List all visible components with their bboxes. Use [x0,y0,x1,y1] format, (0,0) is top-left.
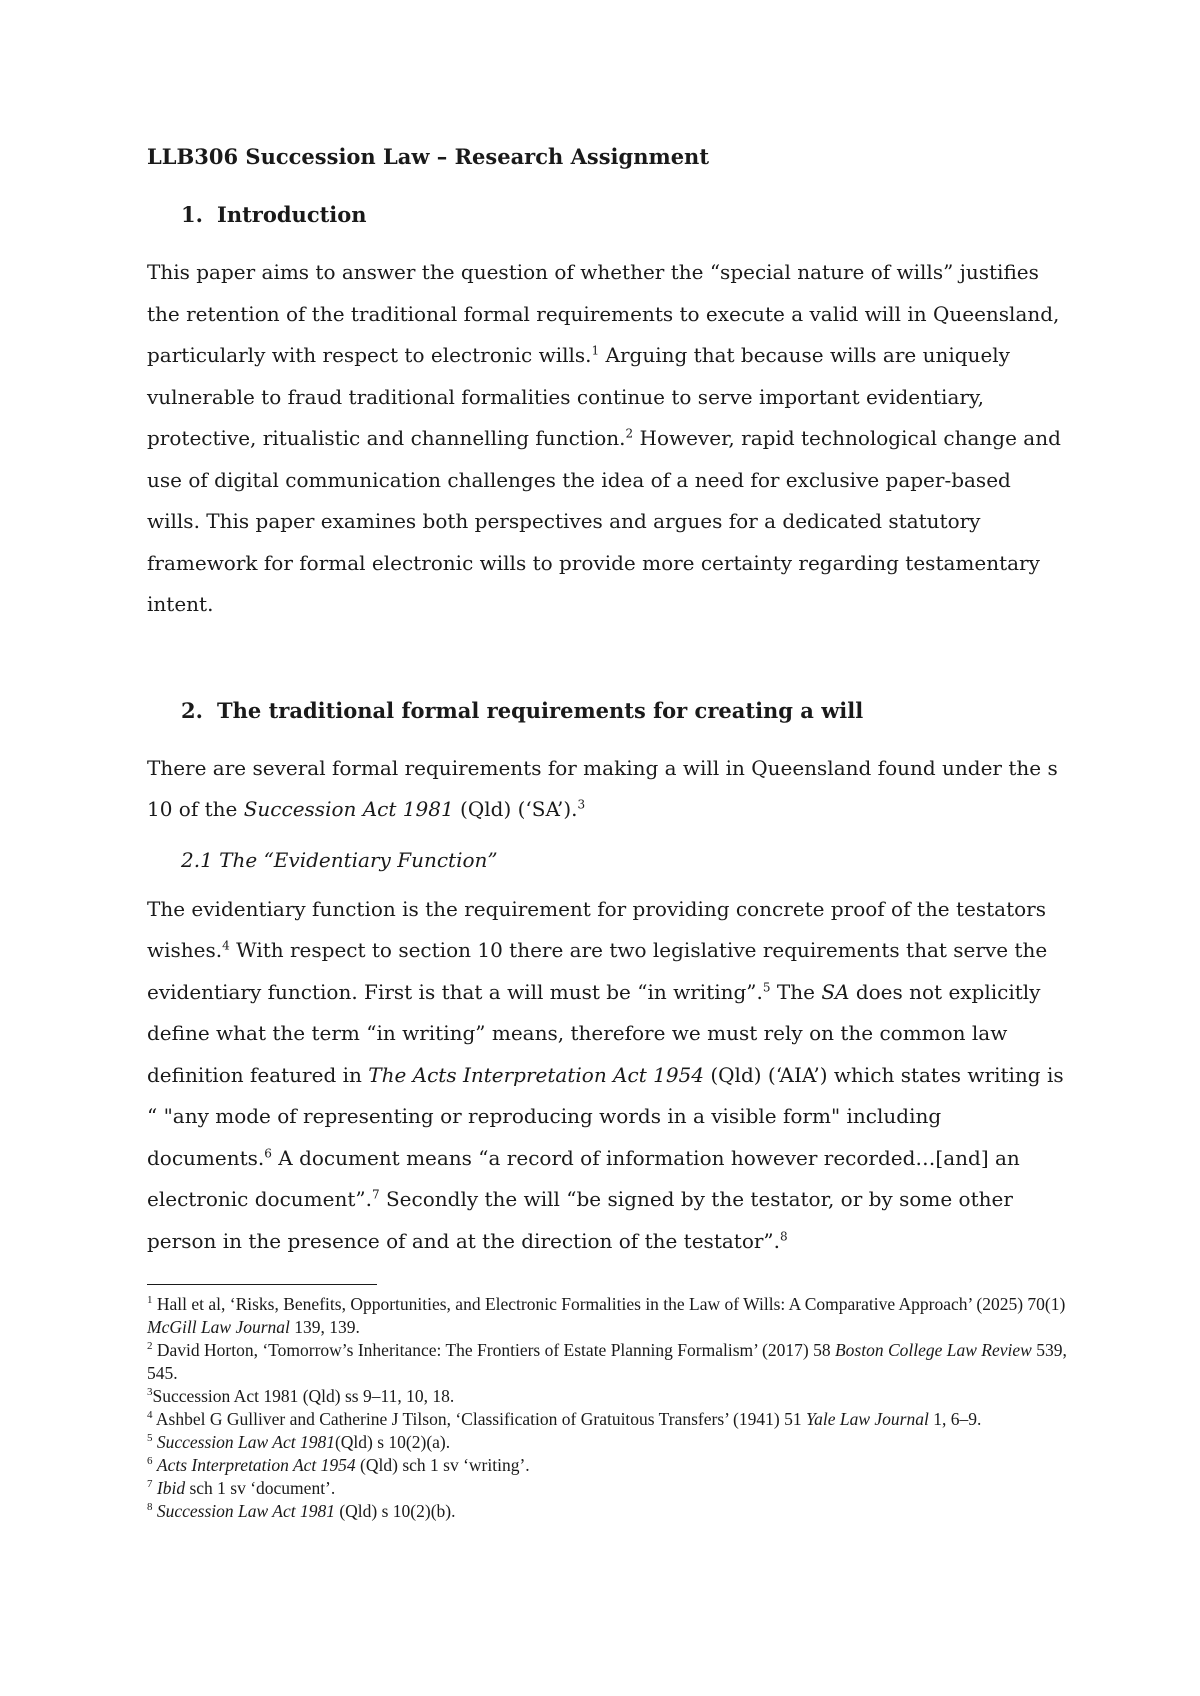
footnote-ref[interactable]: 5 [762,979,771,994]
text-run: does not explicitly define what the term “in writing” means, therefore we must rely on the common law definition featured in [147,979,1041,1087]
text-run: Secondly the will “be signed by the testator, or by some other person in the presence of and at the direction of the testator”. [147,1187,1013,1253]
italic-citation: McGill Law Journal [147,1317,290,1337]
footnote [147,1500,1067,1523]
text-run: sch 1 sv ‘document’. [185,1478,336,1498]
text-run: However, rapid technological change and use of digital communication challenges the idea of a need for exclusive paper-based wills. This paper examines both perspectives and argues for a dedicated statutory framework for formal electronic wills to provide more certainty regarding testamentary intent. [147,426,1061,616]
text-run: Arguing that because wills are uniquely vulnerable to fraud traditional formalities continue to serve important evidentiary, protective, ritualistic and channelling function. [147,343,1010,450]
italic-citation: The Acts Interpretation Act 1954 [368,1062,704,1087]
footnote-number: 5 [147,1432,153,1445]
footnote-ref[interactable]: 3 [577,797,586,812]
italic-citation: Ibid [156,1478,186,1498]
footnotes [147,1293,1067,1523]
section-title: Introduction [217,202,367,227]
text-run: Succession Act 1981 (Qld) ss 9–11, 10, 18. [152,1386,455,1406]
section-heading-introduction [147,200,1067,230]
footnote-number: 3 [147,1386,153,1399]
footnote-number: 4 [147,1409,153,1422]
italic-citation: Yale Law Journal [805,1409,929,1429]
footnote-number: 7 [147,1478,153,1491]
footnote-ref[interactable]: 2 [625,426,634,441]
document-title: LLB306 Succession Law – Research Assignment [147,144,710,169]
footnote-separator [147,1284,377,1285]
footnote [147,1339,1067,1385]
italic-citation: Succession Law Act 1981 [156,1432,335,1452]
footnote-number: 6 [147,1455,153,1468]
italic-citation: Succession Act 1981 [243,797,454,821]
text-run: (Qld) (‘SA’). [453,797,578,821]
footnote [147,1454,1067,1477]
section-number: 2. [181,697,203,723]
text-run: Ashbel G Gulliver and Catherine J Tilson, ‘Classification of Gratuitous Transfers’ (1941) 51 [152,1409,806,1429]
introduction-paragraph [147,252,1067,626]
text-run: (Qld) sch 1 sv ‘writing’. [355,1455,530,1475]
italic-citation: Acts Interpretation Act 1954 [156,1455,356,1475]
footnote-ref[interactable]: 7 [371,1187,380,1202]
text-run: 1, 6–9. [928,1409,982,1429]
text-run: The [770,979,822,1004]
requirements-paragraph [147,748,1067,831]
footnote [147,1477,1067,1500]
text-run: (Qld) s 10(2)(a). [334,1432,451,1452]
text-run: 539, 545. [147,1340,1067,1383]
footnote [147,1385,1067,1408]
footnote-ref[interactable]: 8 [780,1228,788,1243]
document-page [147,142,1067,1523]
text-run: 139, 139. [289,1317,360,1337]
text-run: (Qld) s 10(2)(b). [334,1501,456,1521]
footnote [147,1431,1067,1454]
section-number: 1. [181,202,203,227]
text-run: There are several formal requirements for making a will in Queensland found under the s 10 of the [147,755,1058,821]
text-run: Hall et al, ‘Risks, Benefits, Opportunities, and Electronic Formalities in the Law of Wills: A Comparative Approach’ (2025) 70(1) [152,1294,1066,1314]
text-run: (Qld) (‘AIA’) which states writing is “ "any mode of representing or reproducing words in a visible form" including documents. [147,1062,1064,1170]
italic-citation: Boston College Law Review [834,1340,1032,1360]
section-heading-traditional-requirements [147,696,1067,726]
italic-citation: SA [821,979,850,1004]
subsection-heading: 2.1 The “Evidentiary Function” [181,847,498,872]
text-run: With respect to section 10 there are two legislative requirements that serve the evidentiary function. First is that a will must be “in writing”. [147,938,1048,1004]
footnote-ref[interactable]: 6 [264,1145,272,1160]
footnote-ref[interactable]: 1 [591,343,600,358]
footnote [147,1293,1067,1339]
footnote [147,1408,1067,1431]
footnote-ref[interactable]: 4 [222,938,230,953]
text-run: This paper aims to answer the question of whether the “special nature of wills” justifies the retention of the traditional formal requirements to execute a valid will in Queensland, particularly with respect to electronic wills. [147,260,1060,367]
footnote-number: 1 [147,1294,153,1307]
footnote-number: 2 [147,1340,153,1353]
text-run: A document means “a record of information however recorded…[and] an electronic document”. [147,1145,1020,1211]
footnote-number: 8 [147,1501,153,1514]
evidentiary-paragraph [147,889,1067,1263]
text-run: David Horton, ‘Tomorrow’s Inheritance: The Frontiers of Estate Planning Formalism’ (2017) 58 [152,1340,835,1360]
section-title: The traditional formal requirements for creating a will [217,697,864,723]
text-run: The evidentiary function is the requirement for providing concrete proof of the testators wishes. [147,896,1046,962]
italic-citation: Succession Law Act 1981 [156,1501,335,1521]
